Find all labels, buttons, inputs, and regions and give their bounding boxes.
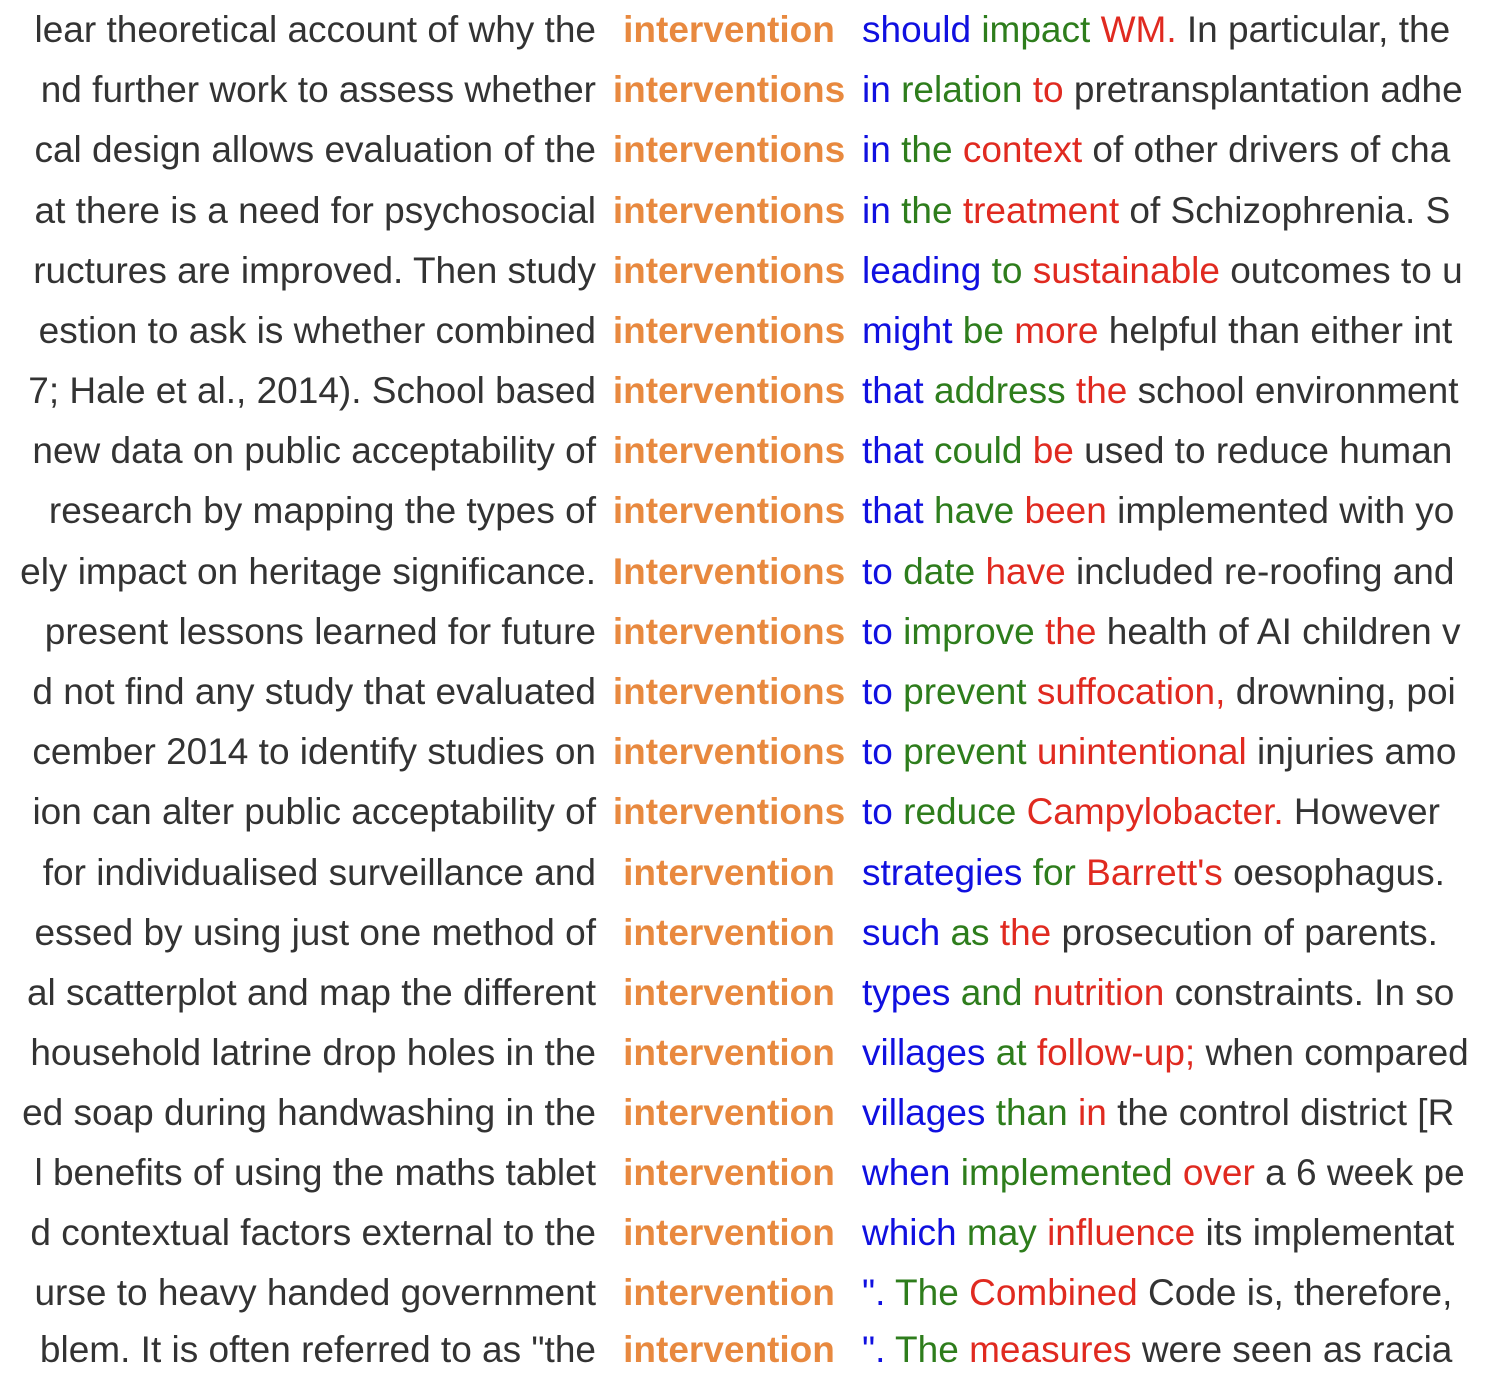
right-word-2: to xyxy=(991,250,1023,291)
right-word-2: the xyxy=(901,129,953,170)
right-word-2: The xyxy=(895,1272,959,1313)
left-context: lear theoretical account of why the xyxy=(34,9,596,50)
right-word-3: measures xyxy=(969,1329,1132,1370)
keyword: intervention xyxy=(623,1032,835,1073)
right-word-2: implemented xyxy=(960,1152,1173,1193)
right-word-2: the xyxy=(901,190,953,231)
right-word-3: context xyxy=(962,129,1083,170)
right-context xyxy=(862,1263,1452,1323)
right-word-2: and xyxy=(960,972,1023,1013)
right-word-3: the xyxy=(1075,370,1128,411)
right-context-rest: when compared xyxy=(1205,1032,1469,1073)
concordance-row xyxy=(0,662,1492,722)
concordance-row xyxy=(0,120,1492,180)
right-context-rest: its implementat xyxy=(1205,1212,1455,1253)
right-word-3: the xyxy=(999,912,1052,953)
right-word-1: ". xyxy=(862,1272,886,1313)
right-word-2: address xyxy=(934,370,1066,411)
keyword: intervention xyxy=(623,852,835,893)
right-word-3: in xyxy=(1077,1092,1107,1133)
right-context-rest: prosecution of parents. xyxy=(1061,912,1438,953)
right-context xyxy=(862,843,1445,903)
keyword: intervention xyxy=(623,1272,835,1313)
keyword: interventions xyxy=(612,69,846,110)
right-context-rest: the control district [R xyxy=(1117,1092,1455,1133)
right-context xyxy=(862,361,1458,421)
right-word-2: than xyxy=(995,1092,1068,1133)
right-word-1: strategies xyxy=(862,852,1023,893)
concordance-row xyxy=(0,782,1492,842)
left-context: urse to heavy handed government xyxy=(34,1272,596,1313)
right-word-1: might xyxy=(862,310,953,351)
right-context-rest: school environment xyxy=(1137,370,1459,411)
keyword: interventions xyxy=(612,250,846,291)
keyword: intervention xyxy=(623,9,835,50)
right-context-rest: were seen as racia xyxy=(1141,1329,1453,1370)
keyword: interventions xyxy=(612,370,846,411)
left-context: ion can alter public acceptability of xyxy=(32,791,596,832)
keyword: interventions xyxy=(612,430,846,471)
right-word-2: for xyxy=(1032,852,1076,893)
right-context-rest: pretransplantation adhe xyxy=(1073,69,1463,110)
right-word-3: sustainable xyxy=(1032,250,1220,291)
keyword: interventions xyxy=(612,791,846,832)
left-context: ely impact on heritage significance. xyxy=(20,551,596,592)
left-context: estion to ask is whether combined xyxy=(38,310,596,351)
right-word-1: in xyxy=(862,190,891,231)
right-word-3: influence xyxy=(1047,1212,1196,1253)
keyword: intervention xyxy=(623,1212,835,1253)
right-word-2: date xyxy=(903,551,976,592)
right-context xyxy=(862,1023,1469,1083)
right-word-2: improve xyxy=(903,611,1035,652)
right-context xyxy=(862,301,1452,361)
right-word-1: to xyxy=(862,611,893,652)
right-word-1: such xyxy=(862,912,941,953)
right-context-rest: included re-roofing and xyxy=(1075,551,1455,592)
keyword: intervention xyxy=(623,1092,835,1133)
left-context: d not find any study that evaluated xyxy=(32,671,596,712)
right-context-rest: drowning, poi xyxy=(1235,671,1456,712)
concordance-row xyxy=(0,1083,1492,1143)
right-context-rest: of other drivers of cha xyxy=(1092,129,1451,170)
right-context xyxy=(862,181,1450,241)
right-word-1: should xyxy=(862,9,972,50)
right-context xyxy=(862,602,1461,662)
right-context xyxy=(862,1143,1465,1203)
right-word-3: Barrett's xyxy=(1086,852,1223,893)
right-context xyxy=(862,241,1463,301)
right-word-1: to xyxy=(862,551,893,592)
right-context-rest: used to reduce human xyxy=(1084,430,1453,471)
right-word-1: ". xyxy=(862,1329,886,1370)
left-context: 7; Hale et al., 2014). School based xyxy=(28,370,596,411)
right-context xyxy=(862,662,1456,722)
right-word-1: leading xyxy=(862,250,982,291)
right-word-2: The xyxy=(895,1329,959,1370)
left-context: cal design allows evaluation of the xyxy=(34,129,596,170)
right-context-rest: outcomes to u xyxy=(1230,250,1463,291)
left-context: new data on public acceptability of xyxy=(32,430,596,471)
right-word-1: that xyxy=(862,490,924,531)
right-word-1: which xyxy=(862,1212,957,1253)
concordance-row xyxy=(0,421,1492,481)
right-context xyxy=(862,903,1438,963)
concordance-row xyxy=(0,1320,1492,1380)
concordance-row xyxy=(0,963,1492,1023)
right-context xyxy=(862,0,1450,60)
keyword: intervention xyxy=(623,1152,835,1193)
right-word-2: at xyxy=(995,1032,1027,1073)
concordance-row xyxy=(0,241,1492,301)
keyword: interventions xyxy=(612,129,846,170)
left-context: ed soap during handwashing in the xyxy=(22,1092,596,1133)
right-word-3: been xyxy=(1024,490,1107,531)
right-word-2: have xyxy=(934,490,1015,531)
concordance-row xyxy=(0,903,1492,963)
right-context-rest: implemented with yo xyxy=(1117,490,1455,531)
right-word-2: be xyxy=(962,310,1004,351)
left-context: research by mapping the types of xyxy=(48,490,596,531)
right-context xyxy=(862,782,1440,842)
keyword: interventions xyxy=(612,310,846,351)
concordance-row xyxy=(0,181,1492,241)
keyword: intervention xyxy=(623,1329,835,1370)
right-word-1: villages xyxy=(862,1032,986,1073)
keyword: interventions xyxy=(612,731,846,772)
right-word-1: types xyxy=(862,972,951,1013)
keyword: interventions xyxy=(612,490,846,531)
right-context xyxy=(862,963,1454,1023)
left-context: present lessons learned for future xyxy=(44,611,596,652)
concordance-row xyxy=(0,0,1492,60)
right-context xyxy=(862,481,1454,541)
concordance-row xyxy=(0,1023,1492,1083)
right-word-1: that xyxy=(862,430,924,471)
right-context xyxy=(862,60,1463,120)
right-word-1: in xyxy=(862,69,891,110)
right-word-3: treatment xyxy=(962,190,1120,231)
right-word-3: nutrition xyxy=(1032,972,1165,1013)
right-word-2: may xyxy=(966,1212,1037,1253)
right-word-3: follow-up; xyxy=(1036,1032,1196,1073)
right-word-3: to xyxy=(1032,69,1064,110)
right-word-3: suffocation, xyxy=(1036,671,1226,712)
concordance-row xyxy=(0,602,1492,662)
right-word-3: the xyxy=(1045,611,1097,652)
left-context: at there is a need for psychosocial xyxy=(34,190,596,231)
concordance-row xyxy=(0,301,1492,361)
right-word-1: in xyxy=(862,129,891,170)
right-word-3: unintentional xyxy=(1036,731,1247,772)
right-context xyxy=(862,542,1454,602)
right-word-2: relation xyxy=(901,69,1023,110)
left-context: l benefits of using the maths tablet xyxy=(34,1152,596,1193)
concordance-row xyxy=(0,1203,1492,1263)
right-word-2: as xyxy=(950,912,990,953)
concordance-row xyxy=(0,843,1492,903)
right-context xyxy=(862,421,1452,481)
right-context-rest: a 6 week pe xyxy=(1265,1152,1465,1193)
right-word-3: WM. xyxy=(1100,9,1177,50)
right-word-2: prevent xyxy=(903,671,1027,712)
concordance-row xyxy=(0,542,1492,602)
right-word-1: to xyxy=(862,671,893,712)
right-context-rest: injuries amo xyxy=(1256,731,1457,772)
left-context: al scatterplot and map the different xyxy=(26,972,596,1013)
right-context xyxy=(862,1203,1454,1263)
left-context: ructures are improved. Then study xyxy=(33,250,596,291)
right-word-3: more xyxy=(1014,310,1099,351)
right-word-3: over xyxy=(1182,1152,1255,1193)
right-context-rest: constraints. In so xyxy=(1174,972,1455,1013)
keyword: interventions xyxy=(612,671,846,712)
keyword: Interventions xyxy=(612,551,846,592)
right-context-rest: In particular, the xyxy=(1186,9,1451,50)
right-context-rest: of Schizophrenia. S xyxy=(1129,190,1451,231)
left-context: nd further work to assess whether xyxy=(40,69,596,110)
keyword: interventions xyxy=(612,611,846,652)
concordance-row xyxy=(0,481,1492,541)
right-word-1: when xyxy=(862,1152,951,1193)
keyword: intervention xyxy=(623,972,835,1013)
concordance-row xyxy=(0,722,1492,782)
concordance-row xyxy=(0,60,1492,120)
right-word-2: could xyxy=(934,430,1023,471)
concordance-row xyxy=(0,1263,1492,1323)
left-context: essed by using just one method of xyxy=(34,912,596,953)
right-word-1: to xyxy=(862,731,893,772)
right-word-1: villages xyxy=(862,1092,986,1133)
left-context: household latrine drop holes in the xyxy=(30,1032,596,1073)
left-context: d contextual factors external to the xyxy=(30,1212,596,1253)
right-context-rest: Code is, therefore, xyxy=(1148,1272,1453,1313)
left-context: blem. It is often referred to as "the xyxy=(39,1329,596,1370)
right-context xyxy=(862,722,1456,782)
right-word-2: prevent xyxy=(903,731,1027,772)
left-context: cember 2014 to identify studies on xyxy=(32,731,596,772)
concordance-row xyxy=(0,1143,1492,1203)
right-context xyxy=(862,1083,1454,1143)
right-context-rest: oesophagus. xyxy=(1233,852,1445,893)
right-word-3: have xyxy=(985,551,1066,592)
right-context xyxy=(862,1320,1452,1380)
right-word-3: be xyxy=(1032,430,1074,471)
keyword: interventions xyxy=(612,190,846,231)
right-word-3: Campylobacter. xyxy=(1026,791,1284,832)
right-context-rest: However xyxy=(1293,791,1440,832)
keyword: intervention xyxy=(623,912,835,953)
right-context-rest: health of AI children v xyxy=(1106,611,1461,652)
right-word-1: that xyxy=(862,370,924,411)
right-context xyxy=(862,120,1450,180)
concordance-row xyxy=(0,361,1492,421)
right-word-2: impact xyxy=(981,9,1091,50)
right-context-rest: helpful than either int xyxy=(1108,310,1453,351)
right-word-2: reduce xyxy=(903,791,1017,832)
right-word-3: Combined xyxy=(969,1272,1138,1313)
right-word-1: to xyxy=(862,791,893,832)
left-context: for individualised surveillance and xyxy=(42,852,596,893)
